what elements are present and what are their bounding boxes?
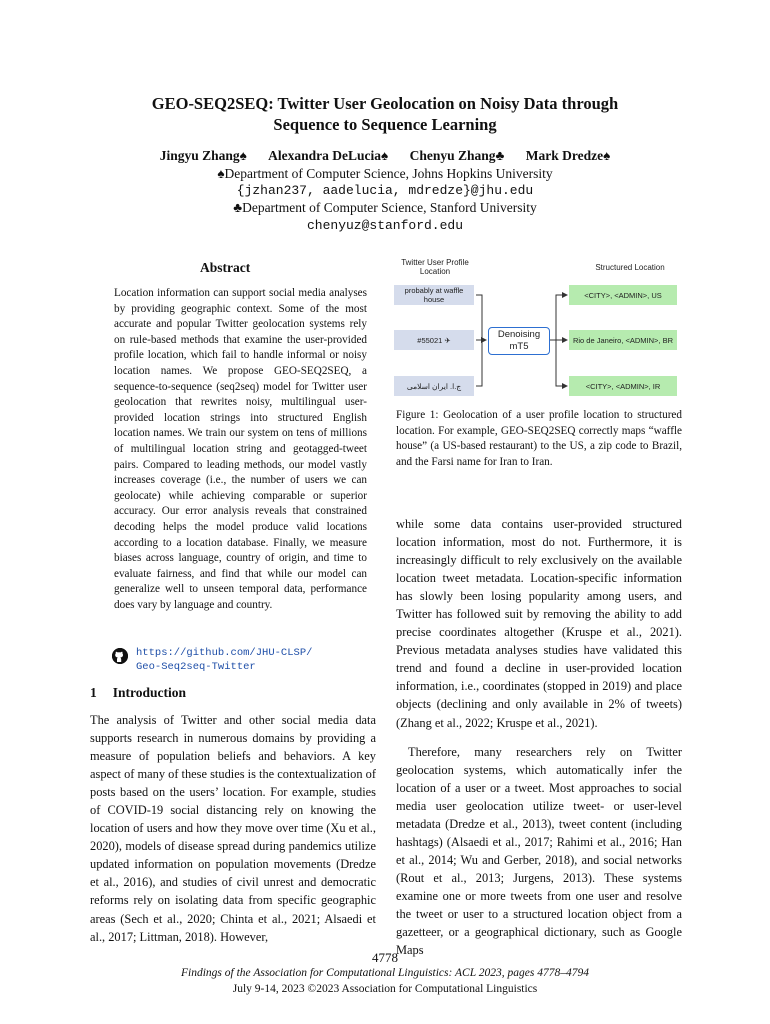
paragraph: Therefore, many researchers rely on Twitter geolocation systems, which automatically infer the location of a user or a tweet. Most approaches to social media user geolocation utilize tweet- or user-level metadata (Dredze et al., 2013), tweet content (including hashtags) (Alsaedi et al., 2017; Rahimi et al., 2016; Han et al., 2014; Wu and Gerber, 2018), and social networks (Rout et al., 2013; Jurgens, 2013). These systems examine one or more tweets from one user and resolve the tweet or user to a structured location object from a gazetteer, or a geographical dictionary, such as Google Maps xyxy=(396,744,682,958)
email-stanford[interactable]: chenyuz@stanford.edu xyxy=(306,218,464,233)
paper-title xyxy=(0,93,770,135)
affiliation-stanford: ♣Department of Computer Science, Stanford University xyxy=(233,200,537,215)
figure-1 xyxy=(394,258,684,403)
abstract-body: Location information can support social media analyses by providing geographic context. Some of the most accurate and popular Twitter geolocation systems rely on rule-based methods that examine the user-provided profile location, which fail to handle informal or noisy location names. We propose GEO-SEQ2SEQ, a sequence-to-sequence (seq2seq) model for Twitter user geolocation that rewrites noisy, multilingual user-provided location strings into structured English location names. We train our system on tens of millions of multilingual location string and geotagged-tweet pairs. Compared to leading methods, our model vastly increases coverage (i.e., the number of users we can geolocate) while achieving comparable or superior accuracy. Our error analysis reveals that constrained decoding helps the model produce valid locations according to a location database. Finally, we measure biases across language, country of origin, and time to evaluate fairness, and find that while our model can generalize well to unseen temporal data, performance does vary by language and country. xyxy=(114,287,367,611)
author-name: Alexandra DeLucia♠ xyxy=(268,148,389,163)
arrow-line xyxy=(476,295,482,340)
author-name: Mark Dredze♠ xyxy=(525,148,611,163)
author-name: Jingyu Zhang♠ xyxy=(159,148,247,163)
figure-input-box: probably at waffle house xyxy=(394,285,474,305)
figure-input-box: ج.ا. ایران اسلامی xyxy=(394,376,474,396)
right-column-body xyxy=(396,515,682,959)
email-jhu[interactable]: {jzhan237, aadelucia, mdredze}@jhu.edu xyxy=(236,183,534,198)
title-line-2: Sequence to Sequence Learning xyxy=(273,115,497,134)
github-link-block[interactable] xyxy=(112,646,372,676)
paragraph: while some data contains user-provided structured location information, most do not. Furthermore, it is increasingly difficult to rely exclusively on the available location tweet metadata. Location-specific information has slowly been losing popularity among users, and Twitter has followed suit by removing the ability to add precise coordinates altogether (Kruspe et al., 2021). Previous metadata analyses studies have validated this trend and found a decline in user-provided location information, i.e., coordinates (stopped in 2019) and place objects (declining and only available in 2% of tweets) (Zhang et al., 2022; Kruspe et al., 2021). xyxy=(396,517,682,730)
figure-input-header: Twitter User Profile Location xyxy=(401,258,469,276)
figure-caption: Figure 1: Geolocation of a user profile location to structured location. For example, GEO-SEQ2SEQ correctly maps “waffle house” (a US-based restaurant) to the US, a zip code to Brazil, and the Farsi name for Iran to Iran. xyxy=(396,409,682,468)
github-icon xyxy=(112,648,128,664)
author-name: Chenyu Zhang♣ xyxy=(409,148,505,163)
figure-input-box: #55021 ✈ xyxy=(394,330,474,350)
figure-output-box: Rio de Janeiro, <ADMIN>, BR xyxy=(569,330,677,350)
abstract-heading: Abstract xyxy=(200,260,251,275)
footer-venue: Findings of the Association for Computational Linguistics: ACL 2023, pages 4778–4794 xyxy=(181,967,589,979)
page-number: 4778 xyxy=(372,950,398,965)
figure-output-box: <CITY>, <ADMIN>, IR xyxy=(569,376,677,396)
footer-date: July 9-14, 2023 ©2023 Association for Computational Linguistics xyxy=(232,983,538,995)
figure-model-box: Denoising mT5 xyxy=(488,327,550,355)
author-list xyxy=(0,148,770,164)
github-url[interactable]: https://github.com/JHU-CLSP/ Geo-Seq2seq-Twitter xyxy=(136,647,313,673)
figure-output-header: Structured Location xyxy=(595,263,665,272)
affiliation-jhu: ♠Department of Computer Science, Johns Hopkins University xyxy=(217,166,553,181)
introduction-body: The analysis of Twitter and other social media data supports research in numerous domains by providing a measure of population beliefs and behaviors. A key aspect of many of these studies is the contextualization of posts based on the users’ location. For example, studies of COVID-19 social distancing rely on knowing the location of users and how they move over time (Xu et al., 2020), models of disease spread during pandemics utilize updated information on population movements (Dredze et al., 2016), and studies of civil unrest and democratic reforms rely on isolating data from specific geographic areas (Sech et al., 2020; Chinta et al., 2021; Alsaedi et al., 2017; Littman, 2018). However, xyxy=(90,713,376,944)
arrow-line xyxy=(556,340,567,386)
arrow-line xyxy=(476,340,482,386)
figure-output-box: <CITY>, <ADMIN>, US xyxy=(569,285,677,305)
section-heading-introduction: 1 Introduction xyxy=(90,685,187,700)
title-line-1: GEO-SEQ2SEQ: Twitter User Geolocation on Noisy Data through xyxy=(151,94,619,113)
